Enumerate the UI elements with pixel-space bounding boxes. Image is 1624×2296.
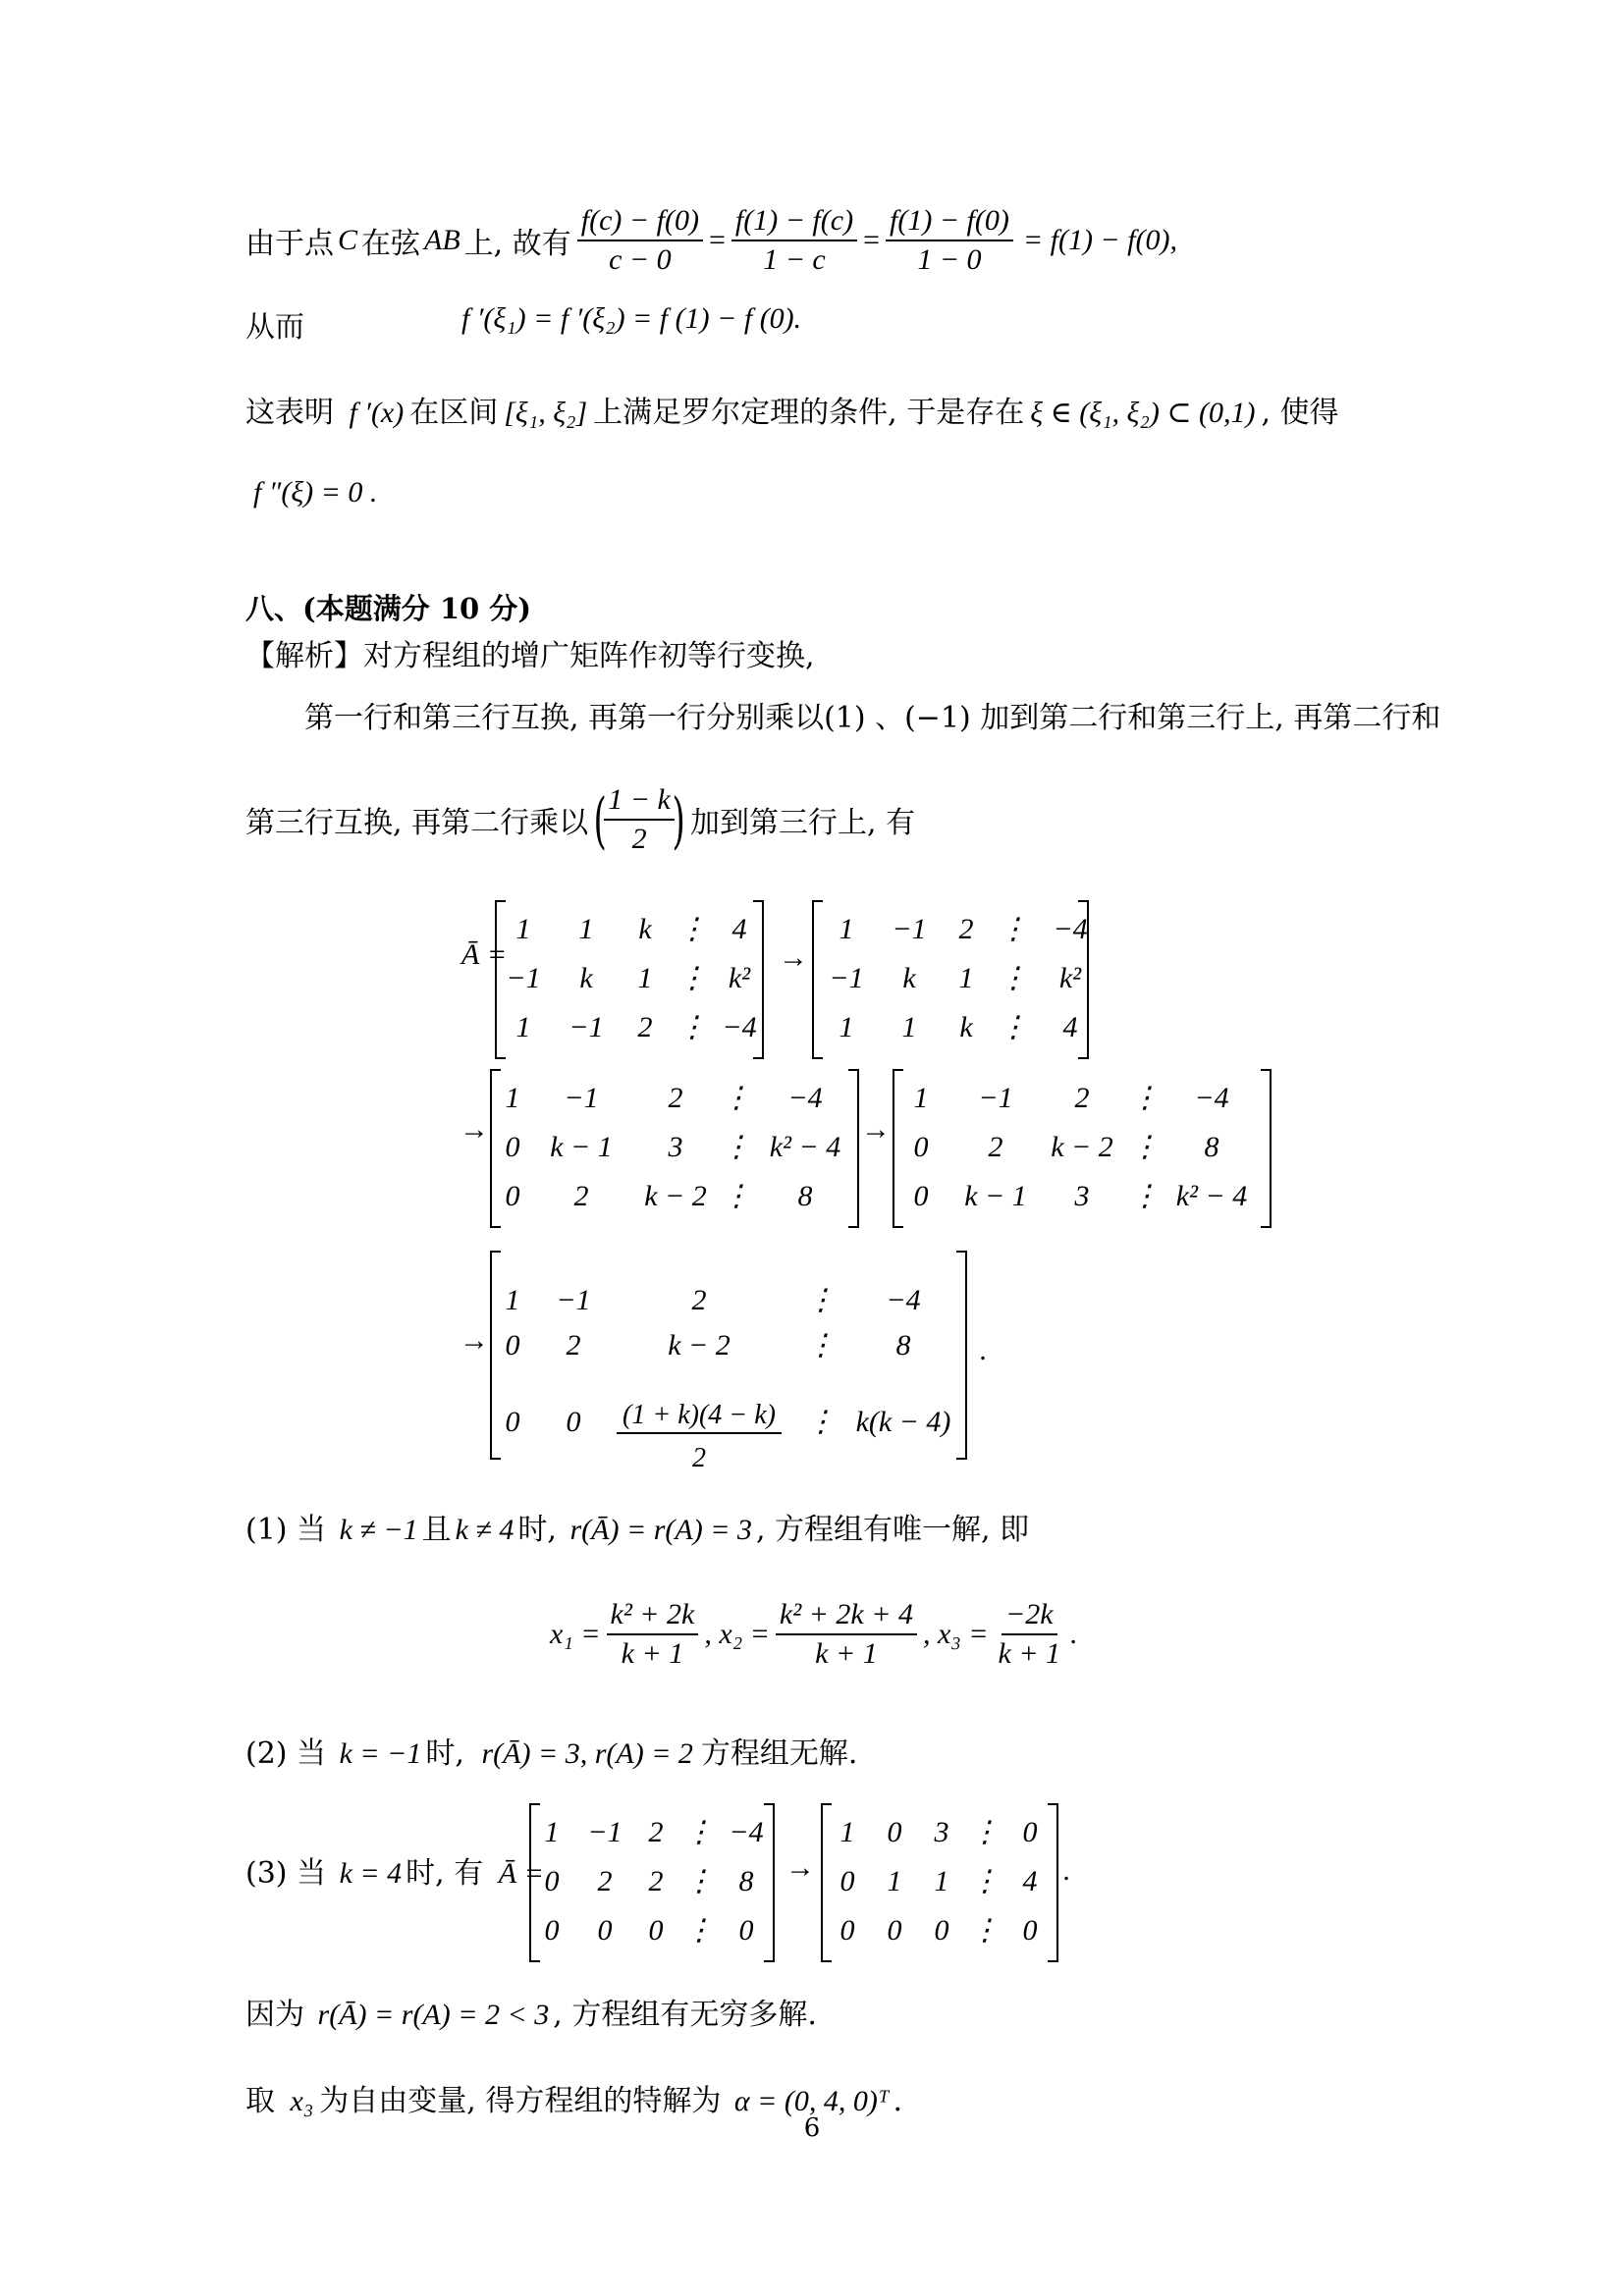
- matrix-cell: ⋮: [677, 962, 707, 994]
- matrix-cell: 0: [566, 1406, 581, 1438]
- matrix-cell: 2: [691, 1284, 707, 1316]
- matrix-cell: 0: [505, 1329, 520, 1362]
- math-expr: Ā =: [498, 1857, 544, 1890]
- matrix-cell: k: [638, 913, 652, 945]
- matrix-cell: k − 2: [1051, 1131, 1113, 1163]
- matrix-cell: 2: [958, 913, 974, 945]
- matrix-cell: 2: [566, 1329, 581, 1362]
- matrix-cell: −1: [587, 1816, 623, 1848]
- matrix-cell: 3: [668, 1131, 683, 1163]
- text: 方程组无解.: [700, 1736, 858, 1771]
- frac-num: 1 − k: [604, 783, 675, 822]
- matrix-cell: ⋮: [999, 1011, 1028, 1043]
- math-var: AB: [424, 224, 460, 256]
- matrix-cell: 2: [573, 1180, 589, 1212]
- math-expr: .: [1070, 1618, 1078, 1650]
- matrix-cell: k: [579, 962, 593, 994]
- case-3: [245, 1848, 544, 1892]
- matrix-left-bracket: [822, 1804, 832, 1961]
- matrix-cell: 1: [637, 962, 653, 994]
- matrix-cell: 0: [648, 1914, 664, 1947]
- math-expr: [ξ₁, ξ₂]: [504, 397, 588, 429]
- matrix-cell: 0: [1022, 1914, 1038, 1947]
- arrow-symbol: →: [785, 1851, 815, 1884]
- paragraph-ops-1: 第一行和第三行互换, 再第一行分别乘以(1) 、(−1) 加到第二行和第三行上, 再第二行和: [304, 701, 1441, 735]
- frac-num: −2k: [1001, 1598, 1057, 1636]
- matrix-cell: 0: [887, 1816, 902, 1848]
- matrix-cell: 1: [958, 962, 974, 994]
- matrix-cell: 0: [913, 1180, 929, 1212]
- matrix-cell: 4: [1062, 1011, 1078, 1043]
- matrix-cell: 1: [887, 1865, 902, 1897]
- matrix-cell: 0: [505, 1180, 520, 1212]
- matrix-cell: 8: [738, 1865, 754, 1897]
- matrix-cell: ⋮: [970, 1865, 1000, 1897]
- text: , 方程组有唯一解, 即: [755, 1513, 1030, 1547]
- matrix-cell: k(k − 4): [855, 1406, 951, 1438]
- matrix-cell: ⋮: [1130, 1180, 1160, 1212]
- matrix-cell: ⋮: [722, 1180, 751, 1212]
- matrix-cell: ⋮: [999, 962, 1028, 994]
- matrix-left-bracket: [813, 901, 823, 1058]
- matrix-cell: −1: [978, 1082, 1013, 1114]
- math-expr: r(Ā) = 3, r(A) = 2: [481, 1737, 693, 1770]
- page-number: 6: [803, 2113, 821, 2143]
- arrow-symbol: →: [779, 941, 808, 974]
- matrix-cell: 1: [578, 913, 594, 945]
- text: .: [893, 2084, 903, 2118]
- matrix-cell-frac-den: 2: [692, 1443, 706, 1473]
- math-expr: x₃: [290, 2085, 314, 2117]
- matrix-cell: k − 2: [644, 1180, 707, 1212]
- matrix-cell: −4: [886, 1284, 921, 1316]
- frac-num: k² + 2k + 4: [776, 1598, 917, 1636]
- paragraph-ops-2: 第三行互换, 再第二行乘以 ( $\frac{1 - k}{2}$ ) 加到第三行上, 有: [245, 782, 916, 856]
- matrix-cell: 2: [648, 1865, 664, 1897]
- matrix-cell: 0: [934, 1914, 949, 1947]
- math-expr: k = 4: [339, 1857, 403, 1890]
- text: , 使得: [1261, 396, 1339, 430]
- matrix-cell: 8: [895, 1329, 911, 1362]
- text: 且: [421, 1513, 452, 1547]
- matrix-cell: k² − 4: [1175, 1180, 1248, 1212]
- matrix-cell: ⋮: [970, 1914, 1000, 1947]
- text: 加到第三行上, 有: [690, 806, 916, 840]
- matrix-cell: ⋮: [722, 1131, 751, 1163]
- line-chord: 由于点 C 在弦 AB 上, 故有 $\frac{f(c) - f(0)}{c - 0}$ = $\frac{f(1) - f(c)}{1 - c}$ = $\frac{f(1) - f(0)}{1 - 0}$ = f(1) − f(0),: [245, 203, 1177, 276]
- matrix-cell: ⋮: [677, 913, 707, 945]
- frac-den: 1 − c: [763, 243, 826, 276]
- matrix-cell: −1: [564, 1082, 599, 1114]
- solution-line: [550, 1590, 1078, 1679]
- matrix-cell: 2: [668, 1082, 683, 1114]
- math-expr: r(Ā) = r(A) = 2 < 3: [317, 1999, 550, 2031]
- matrix-cell: k − 2: [668, 1329, 731, 1362]
- matrix-cell: 0: [1022, 1816, 1038, 1848]
- text: 在弦: [361, 227, 421, 261]
- matrix-right-bracket: [848, 1070, 858, 1227]
- matrix-left-bracket: [893, 1070, 903, 1227]
- period: .: [1063, 1854, 1071, 1887]
- matrix-cell: ⋮: [722, 1082, 751, 1114]
- matrix-cell: 0: [887, 1914, 902, 1947]
- matrix-cell: 0: [839, 1914, 855, 1947]
- text: 这表明: [245, 396, 334, 430]
- matrix-cell: 8: [1204, 1131, 1219, 1163]
- matrix-cell: 3: [934, 1816, 949, 1848]
- matrix-cell: 2: [648, 1816, 664, 1848]
- arrow-symbol: →: [460, 1113, 489, 1146]
- conclusion: [245, 1990, 817, 2033]
- matrix-cell: 0: [505, 1131, 520, 1163]
- matrix-cell: 1: [515, 913, 531, 945]
- math-expr: α = (0, 4, 0)ᵀ: [733, 2085, 890, 2117]
- frac-num: f(1) − f(c): [731, 204, 857, 242]
- math-expr: k ≠ 4: [455, 1514, 514, 1546]
- matrix-cell: −4: [729, 1816, 764, 1848]
- matrix-cell: 0: [597, 1914, 613, 1947]
- matrix-cell: 2: [1074, 1082, 1090, 1114]
- text: 上, 故有: [463, 227, 571, 261]
- text: 第三行互换, 再第二行乘以: [245, 806, 589, 840]
- matrix-cell: ⋮: [684, 1865, 714, 1897]
- text: 从而: [245, 310, 304, 345]
- matrix-label: Ā =: [461, 938, 508, 971]
- text: 取: [245, 2084, 275, 2118]
- matrix-cell: 0: [544, 1914, 560, 1947]
- matrix-cell: k²: [728, 962, 751, 994]
- matrix-cell: 1: [544, 1816, 560, 1848]
- case-2: [245, 1729, 857, 1772]
- matrix-cell: 1: [839, 1816, 855, 1848]
- matrix-left-bracket: [496, 901, 506, 1058]
- matrix-cell: 3: [1074, 1180, 1090, 1212]
- frac-den: 1 − 0: [917, 243, 982, 276]
- matrix-cell: −1: [568, 1011, 604, 1043]
- matrix-cell: −4: [722, 1011, 757, 1043]
- analysis-intro: 【解析】对方程组的增广矩阵作初等行变换,: [245, 639, 815, 673]
- math-expr: k ≠ −1: [339, 1514, 418, 1546]
- section-title: 八、(本题满分 10 分): [245, 592, 531, 625]
- matrix-cell: k² − 4: [769, 1131, 841, 1163]
- frac-den: k + 1: [621, 1637, 684, 1670]
- matrix-cell: ⋮: [684, 1816, 714, 1848]
- matrix-left-bracket: [491, 1252, 501, 1459]
- matrix-cell: 0: [738, 1914, 754, 1947]
- math-expr: , x₂ =: [704, 1618, 770, 1650]
- text: (1) 当: [245, 1513, 327, 1547]
- matrix-cell: 2: [988, 1131, 1003, 1163]
- matrix-cell: −1: [556, 1284, 591, 1316]
- matrix-cell: ⋮: [970, 1816, 1000, 1848]
- matrix-cell: k − 1: [964, 1180, 1027, 1212]
- fraction: [776, 1598, 917, 1672]
- matrix-cell: 0: [544, 1865, 560, 1897]
- math-expr: , x₃ =: [923, 1618, 989, 1650]
- matrix-cell: 4: [1022, 1865, 1038, 1897]
- matrix-right-bracket: [764, 1804, 774, 1961]
- text: , 方程组有无穷多解.: [553, 1998, 817, 2032]
- matrix-right-bracket: [1048, 1804, 1057, 1961]
- matrix-cell: 1: [515, 1011, 531, 1043]
- matrix-cell: ⋮: [1130, 1131, 1160, 1163]
- matrix-cell: ⋮: [806, 1406, 836, 1438]
- matrix-cell: 0: [505, 1406, 520, 1438]
- matrix-cell: 2: [637, 1011, 653, 1043]
- matrix-cell: −1: [506, 962, 541, 994]
- frac-num: k² + 2k: [607, 1598, 699, 1636]
- frac-num: f(c) − f(0): [577, 204, 703, 242]
- matrix-cell: −4: [1053, 913, 1088, 945]
- matrix-cell: 1: [505, 1284, 520, 1316]
- matrix-cell: ⋮: [999, 913, 1028, 945]
- math-expr: f ′(x): [349, 397, 405, 429]
- matrix-cell: ⋮: [684, 1914, 714, 1947]
- matrix-cell: k − 1: [550, 1131, 613, 1163]
- matrix-cell: 1: [839, 1011, 854, 1043]
- text: 因为: [245, 1998, 304, 2032]
- fraction: [995, 1598, 1065, 1672]
- frac-den: 2: [631, 823, 647, 855]
- fraction: [607, 1598, 699, 1672]
- period: .: [980, 1334, 988, 1366]
- matrix-cell: −1: [892, 913, 927, 945]
- frac-num: f(1) − f(0): [886, 204, 1013, 242]
- math-expr: r(Ā) = r(A) = 3: [569, 1514, 752, 1546]
- math-expr: ξ ∈ (ξ₁, ξ₂) ⊂ (0,1): [1030, 397, 1256, 429]
- matrix-right-bracket: [1261, 1070, 1271, 1227]
- case-1: [245, 1505, 1029, 1548]
- matrix-cell: k: [902, 962, 916, 994]
- arrow-symbol: →: [861, 1113, 891, 1146]
- frac-den: k + 1: [998, 1637, 1061, 1670]
- text: 时, 有: [406, 1856, 484, 1891]
- matrix-cell: 4: [731, 913, 747, 945]
- text: 在区间: [409, 396, 499, 430]
- matrix-cell: 1: [913, 1082, 929, 1114]
- text: 由于点: [245, 227, 334, 261]
- text: 时,: [425, 1736, 464, 1771]
- text: 时,: [517, 1513, 557, 1547]
- matrix-cell: ⋮: [806, 1284, 836, 1316]
- text: 为自由变量, 得方程组的特解为: [319, 2084, 722, 2118]
- matrix-cell: 1: [505, 1082, 520, 1114]
- matrix-cell: 8: [797, 1180, 813, 1212]
- matrix-cell: 1: [934, 1865, 949, 1897]
- matrix-cell: k²: [1058, 962, 1082, 994]
- matrix-cell: k: [959, 1011, 973, 1043]
- matrix-cell: 1: [839, 913, 854, 945]
- arrow-symbol: →: [460, 1324, 489, 1357]
- math-eq: f ′(ξ₁) = f ′(ξ₂) = f (1) − f (0).: [461, 302, 802, 335]
- text: (2) 当: [245, 1736, 327, 1771]
- matrix-cell: −4: [1194, 1082, 1229, 1114]
- math-expr: = f(1) − f(0),: [1022, 224, 1177, 256]
- matrix-right-bracket: [956, 1252, 966, 1459]
- matrix-cell-frac-num: (1 + k)(4 − k): [623, 1400, 776, 1430]
- matrix-cell: ⋮: [806, 1329, 836, 1362]
- math-var: C: [338, 224, 358, 256]
- matrix-cell: 2: [597, 1865, 613, 1897]
- text: (3) 当: [245, 1856, 327, 1891]
- frac-den: c − 0: [609, 243, 672, 276]
- frac-den: k + 1: [815, 1637, 878, 1670]
- text: 上满足罗尔定理的条件, 于是存在: [593, 396, 1025, 430]
- matrix-cell: −4: [787, 1082, 823, 1114]
- matrix-cell: ⋮: [1130, 1082, 1160, 1114]
- matrix-cell: ⋮: [677, 1011, 707, 1043]
- math-expr: k = −1: [339, 1737, 422, 1770]
- matrix-cell: 0: [839, 1865, 855, 1897]
- math-expr: x₁ =: [550, 1618, 601, 1650]
- matrix-cell: 0: [913, 1131, 929, 1163]
- matrix-cell: 1: [901, 1011, 917, 1043]
- matrix-left-bracket: [491, 1070, 501, 1227]
- matrix-cell: −1: [829, 962, 864, 994]
- math-conclusion: f ″(ξ) = 0 .: [253, 476, 378, 508]
